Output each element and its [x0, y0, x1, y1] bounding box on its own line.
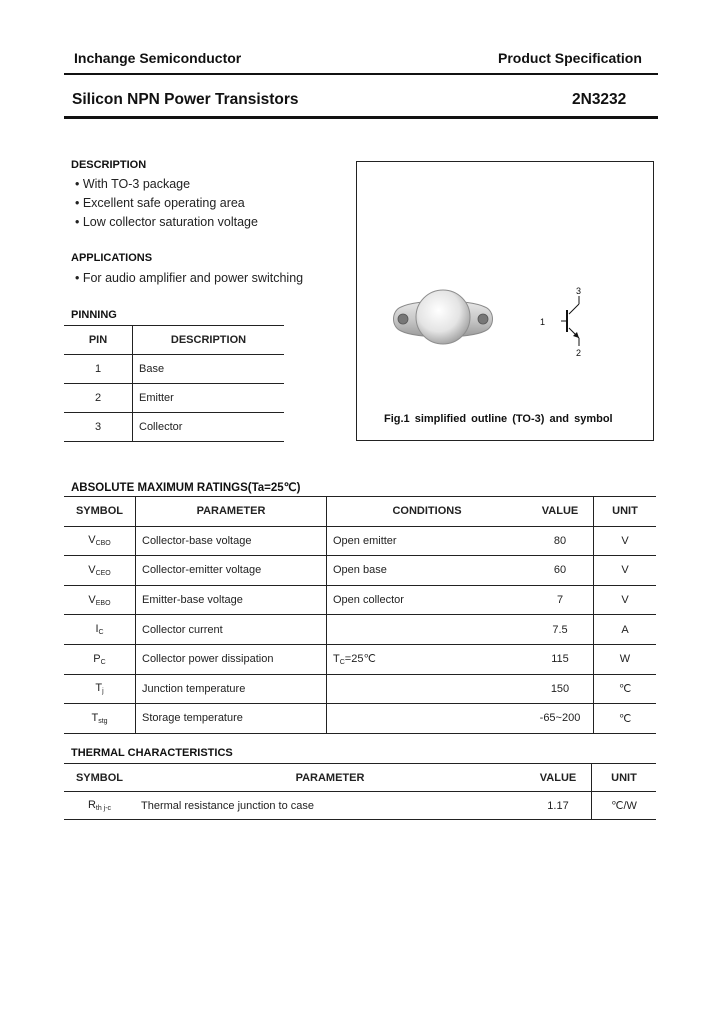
part-number: 2N3232 — [572, 91, 627, 108]
table-row — [64, 585, 656, 615]
pin-description: Base — [139, 363, 165, 375]
description-item: • With TO-3 package — [75, 177, 191, 191]
symbol-letter: V — [88, 534, 96, 547]
unit-cell: A — [621, 623, 629, 636]
parameter-cell: Collector power dissipation — [136, 644, 327, 674]
product-line: Silicon NPN Power Transistors — [72, 91, 299, 108]
conditions-cell: Open base — [333, 564, 387, 577]
value-cell: -65~200 — [527, 704, 594, 734]
conditions-cell: Open collector — [333, 594, 404, 607]
symbol-subscript: th j-c — [95, 805, 112, 812]
value-cell: 60 — [527, 556, 594, 586]
conditions-cell — [327, 615, 528, 645]
unit-header: UNIT — [611, 771, 637, 784]
value-cell: 7 — [527, 585, 594, 615]
parameter-cell: Junction temperature — [136, 674, 327, 704]
symbol-subscript: C — [98, 629, 104, 637]
parameter-cell: Emitter-base voltage — [136, 585, 327, 615]
ratings-header-row — [64, 497, 656, 527]
parameter-cell: Storage temperature — [136, 704, 327, 734]
symbol-subscript: CBO — [95, 540, 111, 548]
symbol-letter: V — [88, 593, 96, 606]
symbol-pin-label-2: 2 — [576, 348, 582, 358]
symbol-pin-label-3: 3 — [576, 286, 582, 296]
pinning-title: PINNING — [71, 309, 117, 321]
value-cell: 1.17 — [525, 792, 592, 820]
figure-caption: Fig.1 simplified outline (TO-3) and symbol — [384, 413, 613, 425]
value-cell: 115 — [527, 644, 594, 674]
conditions-cell — [327, 704, 528, 734]
symbol-cell — [64, 526, 136, 556]
to3-package-image — [387, 287, 499, 351]
description-item: • Excellent safe operating area — [75, 196, 245, 210]
conditions-cell — [327, 674, 528, 704]
parameter-cell: Collector-emitter voltage — [136, 556, 327, 586]
title-rule — [64, 116, 658, 119]
table-row — [64, 792, 656, 820]
parameter-header: PARAMETER — [295, 771, 365, 784]
symbol-cell — [64, 674, 136, 704]
doc-type: Product Specification — [498, 50, 642, 66]
parameter-cell: Collector-base voltage — [136, 526, 327, 556]
description-item: • Low collector saturation voltage — [75, 215, 258, 229]
ratings-table — [64, 496, 656, 734]
thermal-table — [64, 763, 656, 820]
symbol-letter: P — [93, 652, 101, 665]
company-name: Inchange Semiconductor — [74, 50, 242, 66]
symbol-cell — [64, 556, 136, 586]
symbol-cell — [64, 704, 136, 734]
value-cell: 80 — [527, 526, 594, 556]
condition-value: =25℃ — [344, 653, 376, 666]
symbol-cell — [64, 644, 136, 674]
symbol-letter: R — [87, 799, 96, 811]
table-row — [64, 355, 284, 384]
symbol-header: SYMBOL — [75, 771, 124, 784]
table-row — [64, 704, 656, 734]
table-row — [64, 644, 656, 674]
unit-cell: V — [621, 564, 629, 577]
unit-cell: ℃ — [618, 683, 632, 696]
symbol-letter: V — [88, 563, 96, 576]
table-row — [64, 384, 284, 413]
figure-box — [356, 161, 654, 441]
pin-description: Emitter — [139, 392, 174, 404]
unit-cell: ℃ — [618, 712, 632, 725]
symbol-letter: I — [95, 623, 99, 636]
table-row — [64, 526, 656, 556]
symbol-subscript: CEO — [95, 569, 111, 577]
applications-title: APPLICATIONS — [71, 252, 153, 264]
condition-subscript: C — [339, 659, 345, 667]
symbol-cell — [64, 792, 135, 820]
pin-number: 3 — [64, 413, 133, 442]
symbol-subscript: EBO — [95, 599, 111, 607]
unit-header: UNIT — [612, 505, 638, 518]
unit-cell: ℃/W — [611, 800, 637, 812]
conditions-cell: Open emitter — [333, 534, 397, 547]
parameter-cell: Collector current — [136, 615, 327, 645]
conditions-header: CONDITIONS — [392, 505, 462, 518]
parameter-cell: Thermal resistance junction to case — [141, 799, 315, 812]
symbol-cell — [64, 585, 136, 615]
value-header: VALUE — [525, 764, 592, 792]
value-header: VALUE — [527, 497, 594, 527]
thermal-header-row — [64, 764, 656, 792]
conditions-cell — [327, 644, 528, 674]
pin-description: Collector — [139, 421, 183, 433]
pin-desc-header: DESCRIPTION — [170, 334, 247, 346]
table-row — [64, 615, 656, 645]
pin-number: 1 — [64, 355, 133, 384]
symbol-cell — [64, 615, 136, 645]
symbol-subscript: j — [102, 688, 104, 696]
value-cell: 7.5 — [527, 615, 594, 645]
symbol-letter: T — [95, 682, 103, 695]
symbol-subscript: C — [100, 658, 106, 666]
condition-letter: T — [333, 653, 340, 666]
pin-header: PIN — [64, 326, 133, 355]
ratings-title: ABSOLUTE MAXIMUM RATINGS(Ta=25℃) — [71, 482, 301, 494]
unit-cell: W — [619, 653, 631, 666]
symbol-header: SYMBOL — [64, 497, 136, 527]
unit-cell: V — [621, 594, 629, 607]
table-row — [64, 674, 656, 704]
parameter-header: PARAMETER — [136, 497, 327, 527]
pinning-header-row — [64, 326, 284, 355]
symbol-letter: T — [91, 711, 99, 724]
applications-item: • For audio amplifier and power switching — [75, 271, 304, 285]
header-rule — [64, 73, 658, 75]
pin-number: 2 — [64, 384, 133, 413]
value-cell: 150 — [527, 674, 594, 704]
symbol-pin-label-1: 1 — [540, 317, 546, 327]
description-title: DESCRIPTION — [71, 159, 147, 171]
table-row — [64, 413, 284, 442]
table-row — [64, 556, 656, 586]
thermal-title: THERMAL CHARACTERISTICS — [71, 747, 233, 759]
symbol-subscript: stg — [98, 717, 108, 725]
unit-cell: V — [621, 534, 629, 547]
pinning-table — [64, 325, 284, 442]
